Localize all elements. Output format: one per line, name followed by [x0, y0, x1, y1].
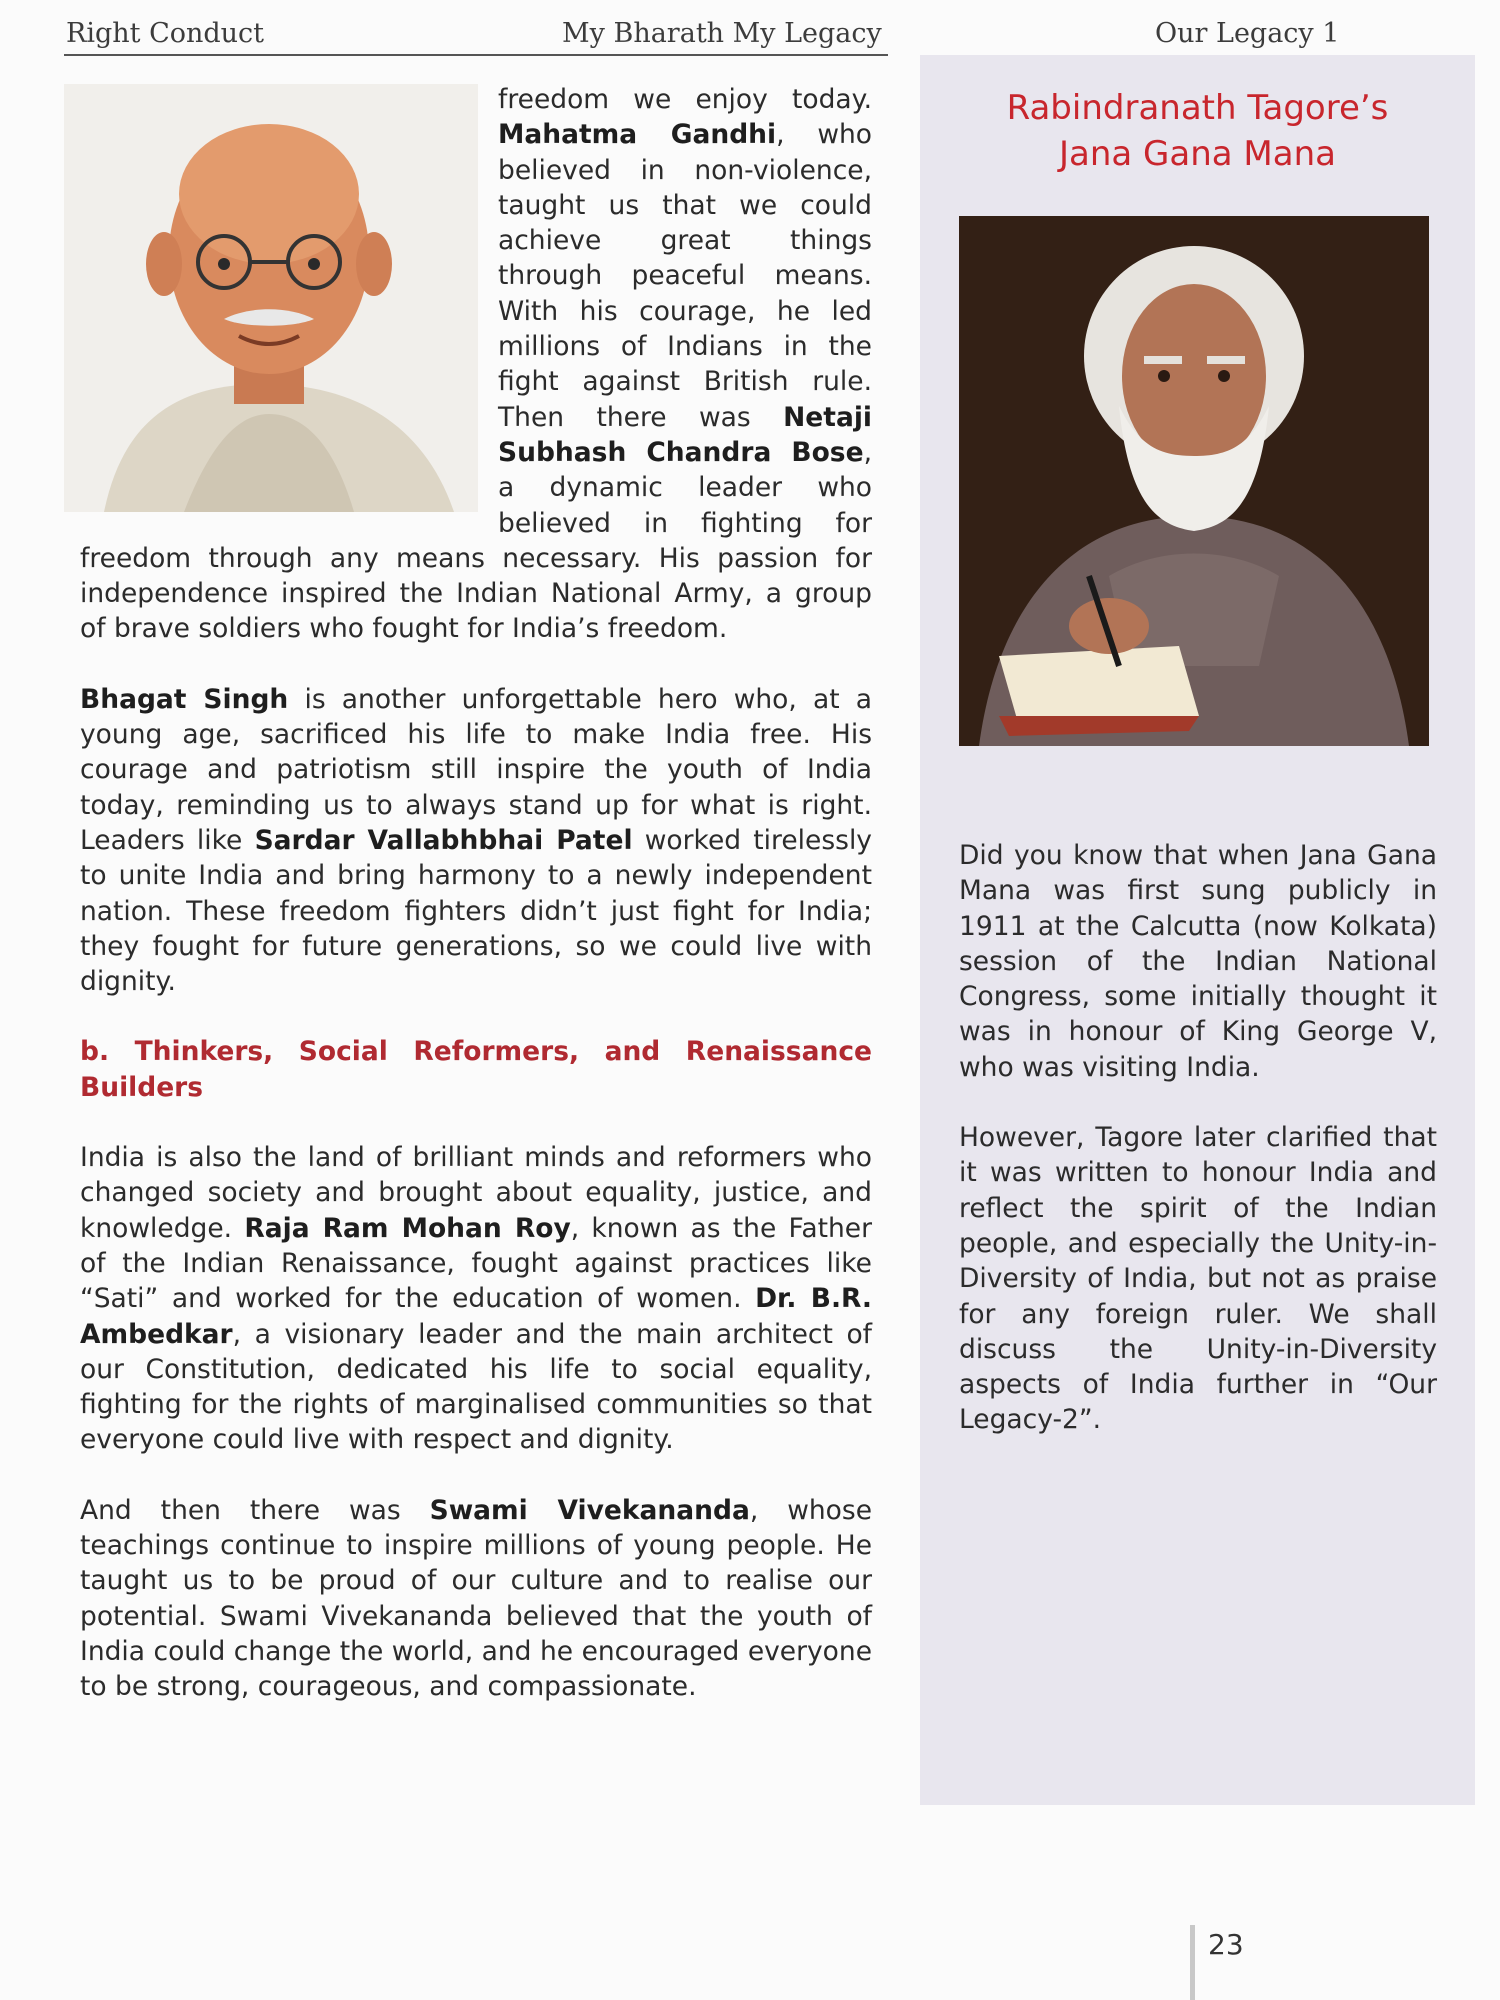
- name-raja-ram-mohan-roy: Raja Ram Mohan Roy: [244, 1212, 571, 1244]
- gandhi-portrait: [64, 84, 478, 512]
- page-number: 23: [1208, 1928, 1244, 1961]
- paragraph-freedom-fighters: freedom we enjoy today. Mahatma Gandhi, who believed in non-violence, taught us that we could achieve great things through peaceful means. With his courage, he led millions of Indians in the fight against British rule. Then there was Netaji Subhash Chandra Bose, a dynamic leader who believed in fighting for freedom through any means necessary. His passion for independence inspired the Indian National Army, a group of brave soldiers who fought for India’s freedom.: [80, 84, 872, 645]
- sidebar-title-line2: Jana Gana Mana: [1059, 134, 1336, 174]
- tagore-portrait-illustration: [959, 216, 1429, 746]
- paragraph-bhagat-singh: Bhagat Singh is another unforgettable hero who, at a young age, sacrificed his life to make India free. His courage and patriotism still inspire the youth of India today, reminding us to always stand up for what is right. Leaders like Sardar Vallabhbhai Patel worked tirelessly to unite India and bring harmony to a newly independent nation. These freedom fighters didn’t just fight for India; they fought for future generations, so we could live with dignity.: [80, 683, 872, 998]
- sidebar-box: [920, 55, 1475, 1805]
- name-mahatma-gandhi: Mahatma Gandhi: [498, 119, 777, 151]
- gandhi-portrait-illustration: [64, 84, 478, 512]
- name-bhagat-singh: Bhagat Singh: [80, 683, 289, 715]
- header-divider: [64, 54, 888, 56]
- header-volume-title: Our Legacy 1: [1155, 18, 1340, 49]
- sidebar-title: [920, 85, 1475, 177]
- name-br-ambedkar: Dr. B.R. Ambedkar: [80, 1283, 873, 1350]
- tagore-portrait: [959, 216, 1429, 746]
- main-column: [80, 82, 872, 1704]
- name-netaji-subhash-chandra-bose: Netaji Subhash Chandra Bose: [498, 401, 872, 468]
- header-section-title: Right Conduct: [66, 18, 265, 49]
- sidebar-body: [959, 838, 1437, 1438]
- sidebar-title-line1: Rabindranath Tagore’s: [1006, 88, 1389, 128]
- page-number-rule: [1190, 1925, 1195, 2000]
- paragraph-reformers: India is also the land of brilliant minds and reformers who changed society and brought about equality, justice, and knowledge. Raja Ram Mohan Roy, known as the Father of the Indian Renaissance, fought against practices like “Sati” and worked for the education of women. Dr. B.R. Ambedkar, a visionary leader and the main architect of our Constitution, dedicated his life to social equality, fighting for the rights of marginalised communities so that everyone could live with respect and dignity.: [80, 1142, 873, 1456]
- header-book-title: My Bharath My Legacy: [562, 18, 882, 49]
- section-heading-thinkers: b. Thinkers, Social Reformers, and Renaissance Builders: [80, 1036, 872, 1103]
- name-sardar-patel: Sardar Vallabhbhai Patel: [254, 824, 633, 856]
- sidebar-paragraph-2: However, Tagore later clarified that it was written to honour India and reflect the spirit of the Indian people, and especially the Unity-in-Diversity of India, but not as praise for any foreign ruler. We shall discuss the Unity-in-Diversity aspects of India further in “Our Legacy-2”.: [959, 1122, 1437, 1436]
- paragraph-vivekananda: And then there was Swami Vivekananda, whose teachings continue to inspire millions of young people. He taught us to be proud of our culture and to realise our potential. Swami Vivekananda believed that the youth of India could change the world, and he encouraged everyone to be strong, courageous, and compassionate.: [80, 1494, 872, 1703]
- name-swami-vivekananda: Swami Vivekananda: [429, 1494, 750, 1526]
- sidebar-paragraph-1: Did you know that when Jana Gana Mana was first sung publicly in 1911 at the Calcutta (now Kolkata) session of the Indian National Congress, some initially thought it was in honour of King George V, who was visiting India.: [959, 840, 1437, 1083]
